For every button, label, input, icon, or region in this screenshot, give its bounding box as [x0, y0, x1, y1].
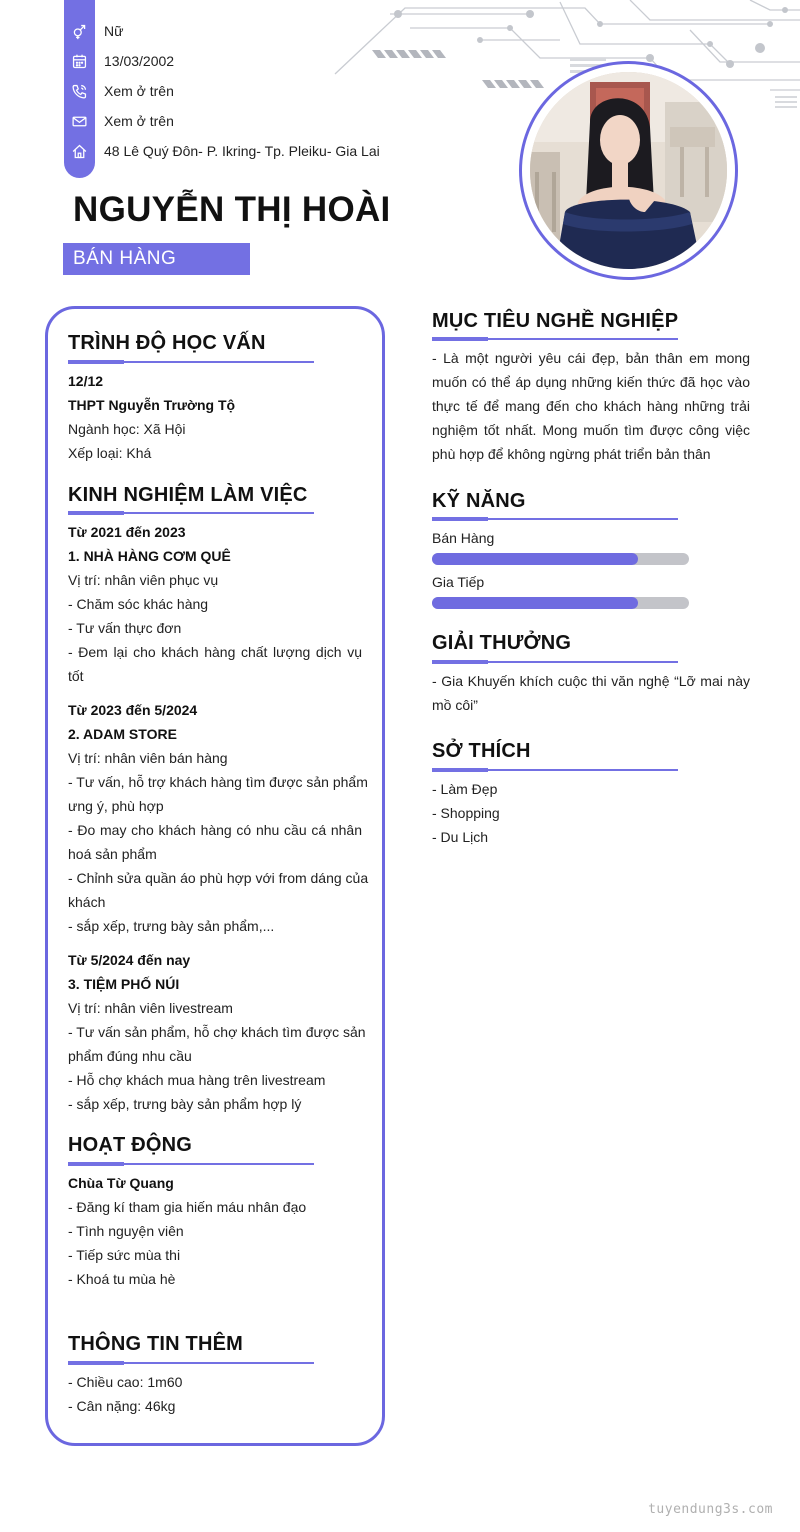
objective-line: - Là một người yêu cái đẹp, bản thân em mong — [432, 350, 750, 366]
job-title: BÁN HÀNG — [73, 248, 177, 269]
job-duty: - Đem lại cho khách hàng chất lượng dịch vụ — [68, 644, 362, 660]
skill-name: Bán Hàng — [432, 530, 495, 546]
objective-line: muốn có thể áp dụng những kiến thức đã học vào — [432, 374, 750, 390]
education-grade: 12/12 — [68, 373, 104, 389]
skill-bar-fill — [432, 553, 638, 565]
education-divider — [68, 361, 314, 363]
job-duty: ưng ý, phù hợp — [68, 798, 164, 814]
gender-icon — [64, 23, 95, 40]
skill-bar — [432, 553, 689, 565]
extra-info-item: - Chiều cao: 1m60 — [68, 1374, 183, 1390]
job-position: Vị trí: nhân viên bán hàng — [68, 750, 228, 766]
activity-item: - Tiếp sức mùa thi — [68, 1247, 181, 1263]
contact-email — [64, 106, 174, 136]
job-duty: - Tư vấn, hỗ trợ khách hàng tìm được sản phẩm — [68, 774, 368, 790]
contact-phone — [64, 76, 174, 106]
watermark-text: tuyendung3s.com — [648, 1502, 773, 1517]
hobbies-title: SỞ THÍCH — [432, 740, 531, 762]
job-company: 1. NHÀ HÀNG CƠM QUÊ — [68, 548, 231, 564]
job-position: Vị trí: nhân viên livestream — [68, 1000, 233, 1016]
contact-address — [64, 136, 380, 166]
objective-line: nghiệm tốt nhất. Mong muốn tìm được công việc — [432, 422, 750, 438]
education-title: TRÌNH ĐỘ HỌC VẤN — [68, 332, 266, 354]
objective-divider — [432, 338, 678, 340]
skills-divider — [432, 518, 678, 520]
job-duty: - Hỗ chợ khách mua hàng trên livestream — [68, 1072, 326, 1088]
phone-icon — [64, 83, 95, 100]
job-duty: - Chỉnh sửa quần áo phù hợp với from dáng của — [68, 870, 369, 886]
awards-title: GIẢI THƯỞNG — [432, 632, 572, 654]
hobbies-divider — [432, 769, 678, 771]
mail-icon — [64, 113, 95, 130]
job-duty: khách — [68, 894, 106, 910]
avatar — [530, 72, 727, 269]
job-duty: - sắp xếp, trưng bày sản phẩm,... — [68, 918, 275, 934]
objective-line: phù hợp để không ngừng phát triển bản thân — [432, 446, 711, 462]
phone-text: Xem ở trên — [104, 83, 174, 99]
activities-title: HOẠT ĐỘNG — [68, 1134, 193, 1156]
education-school: THPT Nguyễn Trường Tộ — [68, 397, 236, 413]
job-period: Từ 2023 đến 5/2024 — [68, 702, 198, 718]
extra-info-title: THÔNG TIN THÊM — [68, 1333, 244, 1355]
hobby-item: - Du Lịch — [432, 829, 489, 845]
activity-org: Chùa Từ Quang — [68, 1175, 174, 1191]
job-duty: - sắp xếp, trưng bày sản phẩm hợp lý — [68, 1096, 302, 1112]
skills-title: KỸ NĂNG — [432, 490, 526, 512]
extra-info-item: - Cân nặng: 46kg — [68, 1398, 176, 1414]
education-rank: Xếp loại: Khá — [68, 445, 152, 461]
dob-text: 13/03/2002 — [104, 53, 175, 69]
award-line: - Gia Khuyến khích cuộc thi văn nghệ “Lỡ mai này — [432, 673, 750, 689]
contact-gender — [64, 16, 123, 46]
email-text: Xem ở trên — [104, 113, 174, 129]
experience-title: KINH NGHIỆM LÀM VIỆC — [68, 484, 308, 506]
skill-bar-fill — [432, 597, 638, 609]
skill-bar — [432, 597, 689, 609]
job-duty: hoá sản phẩm — [68, 846, 157, 862]
job-duty: phẩm đúng nhu cầu — [68, 1048, 192, 1064]
job-duty: - Chăm sóc khác hàng — [68, 596, 209, 612]
contact-dob — [64, 46, 174, 76]
hobby-item: - Shopping — [432, 805, 500, 821]
hobby-item: - Làm Đẹp — [432, 781, 498, 797]
skill-name: Gia Tiếp — [432, 574, 485, 590]
activity-item: - Tình nguyện viên — [68, 1223, 184, 1239]
job-period: Từ 5/2024 đến nay — [68, 952, 191, 968]
job-position: Vị trí: nhân viên phục vụ — [68, 572, 219, 588]
gender-text: Nữ — [104, 23, 124, 39]
candidate-name: NGUYỄN THỊ HOÀI — [73, 190, 391, 229]
activities-divider — [68, 1163, 314, 1165]
job-company: 3. TIỆM PHỐ NÚI — [68, 976, 180, 992]
education-major: Ngành học: Xã Hội — [68, 421, 186, 437]
job-duty: tốt — [68, 668, 84, 684]
awards-divider — [432, 661, 678, 663]
extra-info-divider — [68, 1362, 314, 1364]
objective-line: thực tế để mang đến cho khách hàng những trải — [432, 398, 750, 414]
job-duty: - Tư vấn sản phẩm, hỗ chợ khách tìm được sản — [68, 1024, 366, 1040]
job-duty: - Đo may cho khách hàng có nhu cầu cá nhân — [68, 822, 362, 838]
activity-item: - Đăng kí tham gia hiến máu nhân đạo — [68, 1199, 307, 1215]
job-duty: - Tư vấn thực đơn — [68, 620, 182, 636]
home-icon — [64, 143, 95, 160]
address-text: 48 Lê Quý Đôn- P. Ikring- Tp. Pleiku- Gia Lai — [104, 143, 380, 159]
job-company: 2. ADAM STORE — [68, 726, 177, 742]
experience-divider — [68, 512, 314, 514]
activity-item: - Khoá tu mùa hè — [68, 1271, 176, 1287]
award-line: mồ côi” — [432, 697, 478, 713]
calendar-icon — [64, 53, 95, 70]
job-period: Từ 2021 đến 2023 — [68, 524, 186, 540]
objective-title: MỤC TIÊU NGHỀ NGHIỆP — [432, 310, 679, 332]
